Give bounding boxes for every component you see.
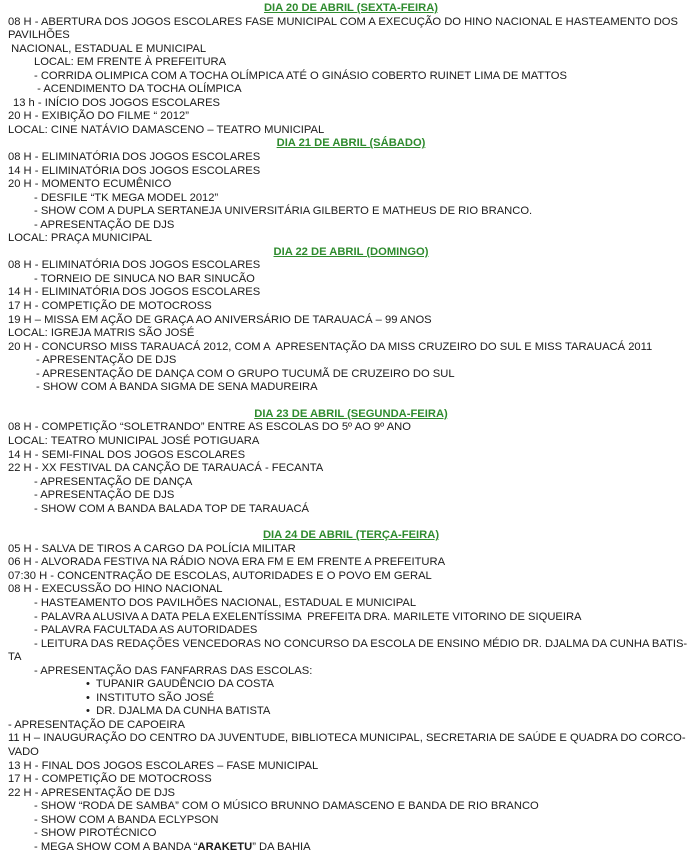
event-line: VADO: [8, 745, 39, 758]
location-line: LOCAL: EM FRENTE À PREFEITURA: [34, 56, 227, 69]
final-line-suffix: ” DA BAHIA: [252, 840, 311, 853]
event-line: 08 H - ABERTURA DOS JOGOS ESCOLARES FASE MUNICIPAL COM A EXECUÇÃO DO HINO NACIONAL E HASTEAMENTO DOS PAVILHÕES: [8, 15, 678, 42]
event-line: - SHOW COM A DUPLA SERTANEJA UNIVERSITÁRIA GILBERTO E MATHEUS DE RIO BRANCO.: [34, 205, 533, 218]
event-line: 08 H - COMPETIÇÃO “SOLETRANDO” ENTRE AS ESCOLAS DO 5º AO 9º ANO: [8, 421, 411, 434]
event-line: - APRESENTAÇÃO DE DANÇA COM O GRUPO TUCUMÃ DE CRUZEIRO DO SUL: [36, 367, 455, 380]
section-spacer: [8, 516, 694, 529]
event-line: - APRESENTAÇÃO DE DJS: [34, 489, 175, 502]
event-line: - SHOW PIROTÉCNICO: [34, 827, 157, 840]
event-line: - SHOW COM A BANDA SIGMA DE SENA MADUREIRA: [36, 381, 318, 394]
event-line: NACIONAL, ESTADUAL E MUNICIPAL: [8, 42, 207, 55]
event-line: 20 H - EXIBIÇÃO DO FILME “ 2012”: [8, 110, 189, 123]
event-line: - APRESENTAÇÃO DE DANÇA: [34, 475, 193, 488]
event-line: 13 h - INÍCIO DOS JOGOS ESCOLARES: [13, 96, 221, 109]
event-line: - SHOW COM A BANDA ECLYPSON: [34, 813, 219, 826]
event-line: 11 H – INAUGURAÇÃO DO CENTRO DA JUVENTUDE, BIBLIOTECA MUNICIPAL, SECRETARIA DE SAÚDE E QUADRA DO CORCO-: [8, 732, 686, 745]
location-line: LOCAL: IGREJA MATRIS SÃO JOSÉ: [8, 327, 195, 340]
event-line: 07:30 H - CONCENTRAÇÃO DE ESCOLAS, AUTORIDADES E O POVO EM GERAL: [8, 569, 432, 582]
event-line: 14 H - ELIMINATÓRIA DOS JOGOS ESCOLARES: [8, 164, 261, 177]
event-line: 17 H - COMPETIÇÃO DE MOTOCROSS: [8, 300, 212, 313]
event-line: - APRESENTAÇÃO DAS FANFARRAS DAS ESCOLAS:: [34, 664, 313, 677]
event-line: - SHOW “RODA DE SAMBA” COM O MÚSICO BRUNNO DAMASCENO E BANDA DE RIO BRANCO: [34, 800, 539, 813]
event-line: 06 H - ALVORADA FESTIVA NA RÁDIO NOVA ERA FM E EM FRENTE A PREFEITURA: [8, 556, 446, 569]
event-line-final: [8, 841, 694, 855]
event-line: 19 H – MISSA EM AÇÃO DE GRAÇA AO ANIVERSÁRIO DE TARAUACÁ – 99 ANOS: [8, 313, 432, 326]
day-header-24: DIA 24 DE ABRIL (TERÇA-FEIRA): [262, 529, 440, 542]
day-header-22: DIA 22 DE ABRIL (DOMINGO): [273, 245, 429, 258]
event-line: - LEITURA DAS REDAÇÕES VENCEDORAS NO CONCURSO DA ESCOLA DE ENSINO MÉDIO DR. DJALMA DA CUNHA BATIS-: [34, 637, 688, 650]
event-line: 14 H - SEMI-FINAL DOS JOGOS ESCOLARES: [8, 448, 246, 461]
event-line: 20 H - MOMENTO ECUMÊNICO: [8, 178, 172, 191]
event-line: - APRESENTAÇÃO DE DJS: [34, 218, 175, 231]
event-line: - APRESENTAÇÃO DE CAPOEIRA: [8, 718, 185, 731]
event-line: - DESFILE “TK MEGA MODEL 2012”: [34, 191, 219, 204]
fanfarra-list-item: • TUPANIR GAUDÊNCIO DA COSTA: [86, 678, 274, 691]
event-line: - PALAVRA ALUSIVA A DATA PELA EXELENTÍSSIMA PREFEITA DRA. MARILETE VITORINO DE SIQUEIRA: [34, 610, 582, 623]
event-line: TA: [8, 651, 22, 664]
day-header-23: DIA 23 DE ABRIL (SEGUNDA-FEIRA): [254, 407, 448, 420]
event-line: - TORNEIO DE SINUCA NO BAR SINUCÃO: [34, 272, 255, 285]
section-spacer: [8, 395, 694, 408]
event-line: - ACENDIMENTO DA TOCHA OLÍMPICA: [34, 83, 242, 96]
location-line: LOCAL: CINE NATÁVIO DAMASCENO – TEATRO MUNICIPAL: [8, 123, 325, 136]
event-line: - CORRIDA OLIMPICA COM A TOCHA OLÍMPICA ATÉ O GINÁSIO COBERTO RUINET LIMA DE MATTOS: [34, 69, 567, 82]
event-line: 08 H - EXECUSSÃO DO HINO NACIONAL: [8, 583, 223, 596]
final-line-prefix: - MEGA SHOW COM A BANDA “: [34, 840, 198, 853]
event-line: - HASTEAMENTO DOS PAVILHÕES NACIONAL, ESTADUAL E MUNICIPAL: [34, 596, 417, 609]
fanfarra-list-item: • DR. DJALMA DA CUNHA BATISTA: [86, 705, 271, 718]
location-line: LOCAL: PRAÇA MUNICIPAL: [8, 232, 153, 245]
band-name-bold: ARAKETU: [197, 840, 253, 853]
event-line: 14 H - ELIMINATÓRIA DOS JOGOS ESCOLARES: [8, 286, 261, 299]
day-header-20: DIA 20 DE ABRIL (SEXTA-FEIRA): [263, 2, 439, 14]
fanfarra-list-item: • INSTITUTO SÃO JOSÉ: [86, 691, 215, 704]
event-line: - SHOW COM A BANDA BALADA TOP DE TARAUACÁ: [34, 502, 309, 515]
day-header-21: DIA 21 DE ABRIL (SÁBADO): [276, 137, 426, 150]
event-line: 20 H - CONCURSO MISS TARAUACÁ 2012, COM A APRESENTAÇÃO DA MISS CRUZEIRO DO SUL E MISS TARAUACÁ 2011: [8, 340, 653, 353]
event-line: 13 H - FINAL DOS JOGOS ESCOLARES – FASE MUNICIPAL: [8, 759, 319, 772]
event-line: - PALAVRA FACULTADA AS AUTORIDADES: [34, 624, 258, 637]
location-line: LOCAL: TEATRO MUNICIPAL JOSÉ POTIGUARA: [8, 434, 260, 447]
event-line: 08 H - ELIMINATÓRIA DOS JOGOS ESCOLARES: [8, 151, 261, 164]
event-line: 17 H - COMPETIÇÃO DE MOTOCROSS: [8, 773, 212, 786]
event-line: 22 H - XX FESTIVAL DA CANÇÃO DE TARAUACÁ - FECANTA: [8, 462, 324, 475]
event-line: 08 H - ELIMINATÓRIA DOS JOGOS ESCOLARES: [8, 259, 261, 272]
event-line: 05 H - SALVA DE TIROS A CARGO DA POLÍCIA MILITAR: [8, 542, 296, 555]
event-line: - APRESENTAÇÃO DE DJS: [36, 354, 177, 367]
event-line: 22 H - APRESENTAÇÃO DE DJS: [8, 786, 176, 799]
